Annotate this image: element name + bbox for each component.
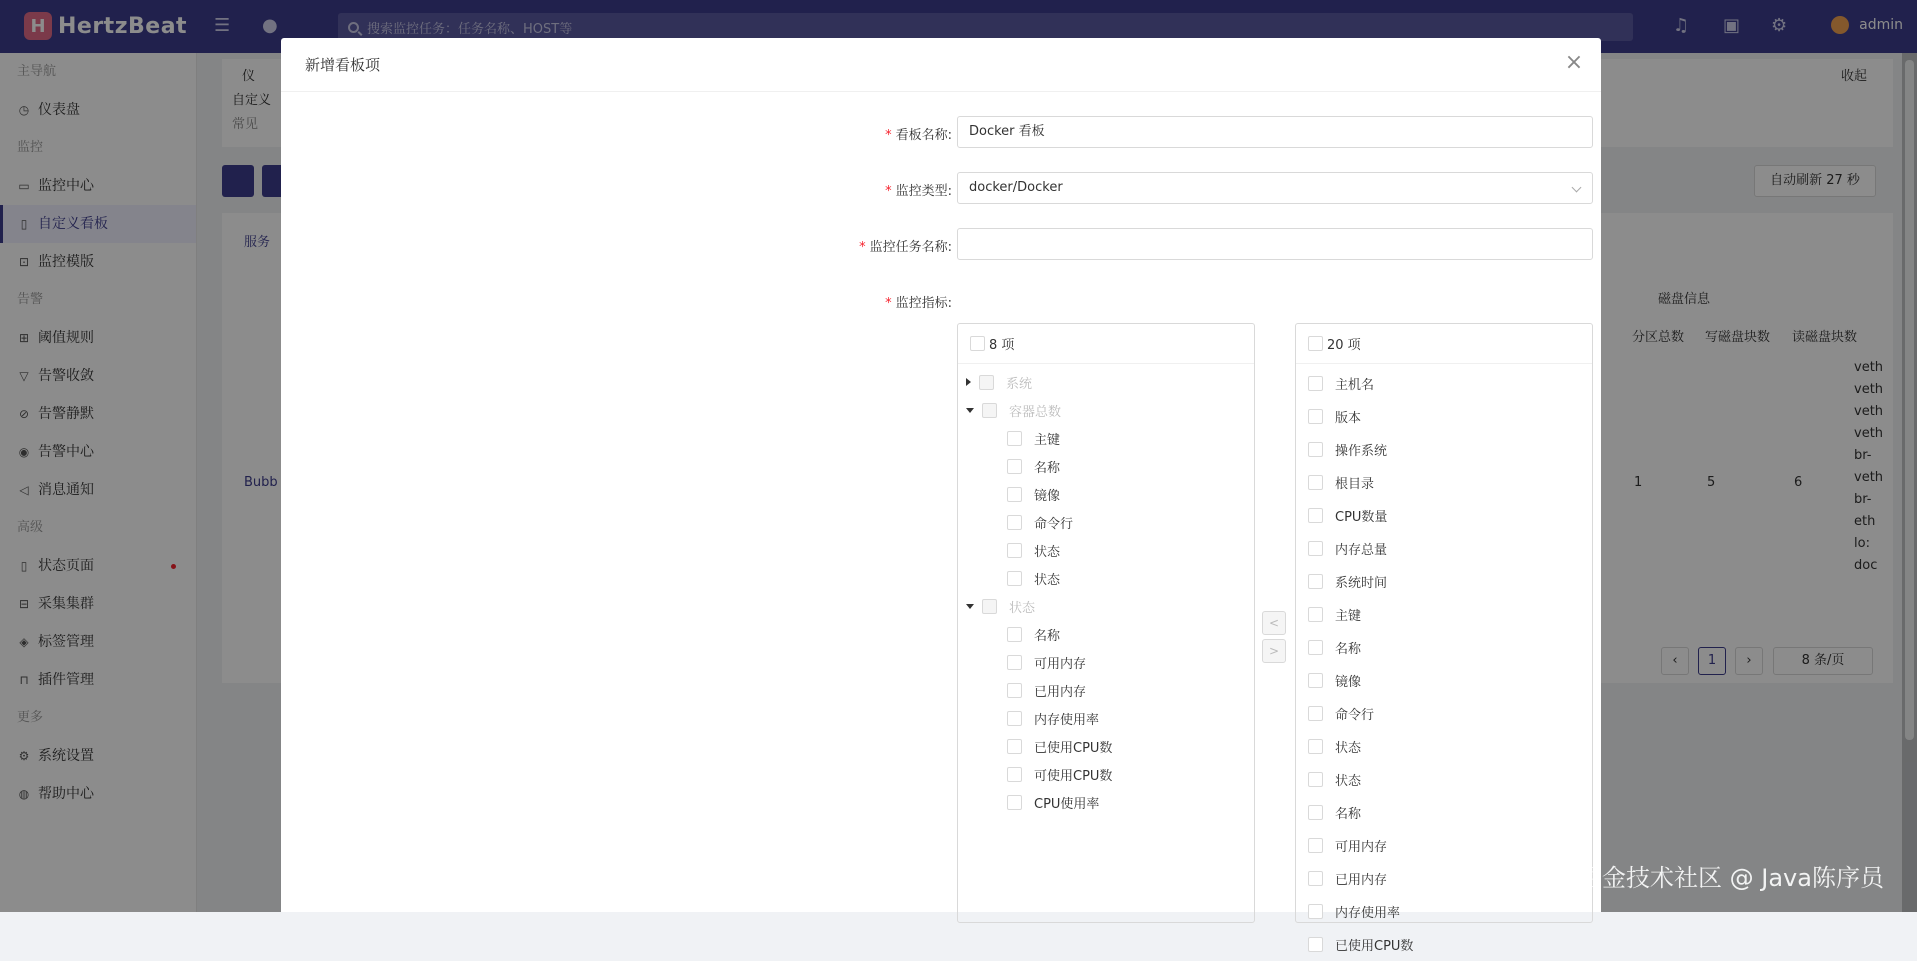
sidebar-item-label: 告警中心: [38, 444, 94, 460]
page-1-button[interactable]: 1: [1698, 647, 1726, 675]
metric-list-item[interactable]: [1296, 730, 1592, 763]
metric-list-item[interactable]: [1296, 598, 1592, 631]
disk-info-header: 磁盘信息: [1658, 292, 1711, 307]
collapse-button[interactable]: 收起: [1840, 69, 1867, 84]
metric-checkbox[interactable]: [1308, 376, 1323, 391]
transfer-right-list: [1295, 323, 1593, 954]
tree-leaf-row[interactable]: [958, 676, 1254, 704]
transfer-left-list: [957, 323, 1255, 923]
metric-list-item[interactable]: [1296, 367, 1592, 400]
dashboard-icon: ◷: [18, 103, 30, 117]
task-name-label: * 监控任务名称:: [859, 240, 952, 255]
metric-list-item[interactable]: [1296, 697, 1592, 730]
status-page-icon: ▯: [20, 559, 28, 573]
tag-icon: ◈: [19, 635, 29, 649]
interface-item: lo:: [1854, 536, 1870, 551]
tree-leaf-row[interactable]: [958, 452, 1254, 480]
metric-list-item[interactable]: [1296, 895, 1592, 928]
metric-checkbox[interactable]: [1007, 655, 1022, 670]
metric-list-item[interactable]: [1296, 829, 1592, 862]
sidebar-item-label: 插件管理: [38, 672, 94, 688]
metric-list-item[interactable]: [1296, 532, 1592, 565]
metric-checkbox[interactable]: [1308, 442, 1323, 457]
chevron-down-icon: [1572, 183, 1582, 193]
board-name-label: * 看板名称:: [885, 128, 952, 143]
nav-group-label: 监控: [17, 140, 44, 155]
metric-checkbox[interactable]: [1007, 571, 1022, 586]
interface-item: doc: [1854, 558, 1878, 573]
metric-checkbox[interactable]: [1007, 683, 1022, 698]
table-cell: 1: [1634, 475, 1643, 490]
github-icon[interactable]: ●: [262, 15, 278, 36]
template-icon: ⊡: [18, 255, 30, 269]
sidebar-item-label: 帮助中心: [38, 786, 94, 802]
metric-checkbox[interactable]: [982, 599, 997, 614]
metric-label: 镜像: [1335, 675, 1362, 690]
metric-label: CPU数量: [1335, 510, 1388, 525]
tree-leaf-row[interactable]: [958, 424, 1254, 452]
metric-checkbox[interactable]: [1007, 767, 1022, 782]
metric-checkbox[interactable]: [1308, 706, 1323, 721]
nav-group-label: 告警: [17, 292, 44, 307]
board-icon: ▯: [20, 217, 28, 231]
settings-icon: ⚙: [18, 749, 30, 763]
table-header-cell: 写磁盘块数: [1705, 330, 1771, 345]
metric-label: 系统: [1006, 376, 1033, 392]
metric-checkbox[interactable]: [1007, 459, 1022, 474]
modal-title: 新增看板项: [305, 56, 381, 74]
sidebar-item-label: 仪表盘: [38, 102, 80, 118]
metric-label: 已用内存: [1034, 684, 1087, 700]
metric-checkbox[interactable]: [1007, 431, 1022, 446]
metric-checkbox[interactable]: [1308, 772, 1323, 787]
plugin-icon: ⊓: [19, 673, 29, 687]
table-row-name[interactable]: Bubb: [244, 475, 278, 490]
tree-leaf-row[interactable]: [958, 788, 1254, 816]
sidebar-item-label: 监控模版: [38, 254, 94, 270]
metric-checkbox[interactable]: [979, 375, 994, 390]
tree-group-row[interactable]: [958, 592, 1254, 620]
monitor-type-value: docker/Docker: [969, 180, 1063, 195]
tab-dashboard[interactable]: 仪: [242, 69, 256, 84]
metric-label: 状态: [1034, 572, 1061, 588]
metric-list-item[interactable]: [1296, 928, 1592, 961]
sidebar-item-label: 采集集群: [38, 596, 94, 612]
metric-list-item[interactable]: [1296, 565, 1592, 598]
table-cell: 5: [1707, 475, 1716, 490]
metric-checkbox[interactable]: [1308, 607, 1323, 622]
metric-label: 操作系统: [1335, 444, 1388, 459]
metric-checkbox[interactable]: [1308, 739, 1323, 754]
table-header-cell: 分区总数: [1632, 330, 1685, 345]
tree-leaf-row[interactable]: [958, 732, 1254, 760]
monitor-icon: ▭: [18, 179, 30, 193]
metric-checkbox[interactable]: [1007, 711, 1022, 726]
interface-item: eth: [1854, 514, 1876, 529]
interface-item: veth: [1854, 382, 1884, 397]
metric-label: 根目录: [1335, 477, 1375, 492]
filter-icon: ▽: [19, 369, 29, 383]
metric-checkbox[interactable]: [982, 403, 997, 418]
tree-leaf-row[interactable]: [958, 564, 1254, 592]
metric-checkbox[interactable]: [1308, 871, 1323, 886]
tree-leaf-row[interactable]: [958, 620, 1254, 648]
table-header-cell: 读磁盘块数: [1792, 330, 1858, 345]
metric-label: 内存使用率: [1335, 906, 1401, 921]
monitor-type-label: * 监控类型:: [885, 184, 952, 199]
scrollbar-thumb[interactable]: [1905, 60, 1914, 740]
metric-label: 命令行: [1335, 708, 1375, 723]
caret-right-icon[interactable]: [966, 378, 971, 386]
sidebar-item-label: 消息通知: [38, 482, 94, 498]
metric-label: 名称: [1034, 628, 1061, 644]
metric-label: 可用内存: [1335, 840, 1388, 855]
lock-icon[interactable]: ▣: [1723, 15, 1741, 36]
app-name: HertzBeat: [58, 13, 188, 39]
metric-checkbox[interactable]: [1308, 838, 1323, 853]
alarm-icon: ◉: [18, 445, 30, 459]
metric-label: 命令行: [1034, 516, 1074, 532]
sidebar-item-label: 自定义看板: [38, 216, 108, 232]
prev-page-button[interactable]: ‹: [1661, 647, 1689, 675]
help-icon: ◍: [18, 787, 30, 801]
menu-toggle-icon[interactable]: ☰: [214, 15, 231, 36]
metric-checkbox[interactable]: [1007, 627, 1022, 642]
tree-group-row[interactable]: [958, 368, 1254, 396]
interface-item: veth: [1854, 360, 1884, 375]
metric-checkbox[interactable]: [1308, 574, 1323, 589]
metric-checkbox[interactable]: [1007, 515, 1022, 530]
right-list-header: [1296, 324, 1592, 364]
metric-label: 名称: [1335, 642, 1362, 657]
task-name-select[interactable]: [957, 228, 1593, 260]
interface-item: veth: [1854, 426, 1884, 441]
metric-label: 状态: [1009, 600, 1036, 616]
add-board-item-modal: [281, 38, 1601, 954]
logo-mark: H: [24, 12, 52, 40]
rule-icon: ⊞: [18, 331, 30, 345]
close-icon[interactable]: ×: [1564, 50, 1584, 75]
tree-leaf-row[interactable]: [958, 704, 1254, 732]
metric-checkbox[interactable]: [1007, 543, 1022, 558]
left-list-header: [958, 324, 1254, 364]
page-title: 自定义: [232, 93, 272, 108]
right-select-all-checkbox[interactable]: [1308, 336, 1323, 351]
watermark: 掘金技术社区 @ Java陈序员: [1578, 864, 1884, 892]
caret-down-icon[interactable]: [966, 408, 974, 413]
next-page-button[interactable]: ›: [1735, 647, 1763, 675]
page-size-select[interactable]: 8 条/页: [1773, 647, 1873, 675]
gear-icon[interactable]: ⚙: [1771, 15, 1788, 36]
metric-checkbox[interactable]: [1308, 409, 1323, 424]
tree-leaf-row[interactable]: [958, 508, 1254, 536]
metric-label: 系统时间: [1335, 576, 1388, 591]
sidebar-item-label: 系统设置: [38, 748, 94, 764]
tree-leaf-row[interactable]: [958, 480, 1254, 508]
metric-label: 容器总数: [1009, 404, 1062, 420]
username: admin: [1859, 17, 1903, 33]
metric-checkbox[interactable]: [1007, 487, 1022, 502]
metric-label: 版本: [1335, 411, 1362, 426]
metric-checkbox[interactable]: [1308, 937, 1323, 952]
metric-label: 状态: [1335, 774, 1362, 789]
caret-down-icon[interactable]: [966, 604, 974, 609]
metric-label: 状态: [1335, 741, 1362, 756]
metric-list-item[interactable]: [1296, 862, 1592, 895]
metric-checkbox[interactable]: [1007, 795, 1022, 810]
metric-list-item[interactable]: [1296, 796, 1592, 829]
metric-list-item[interactable]: [1296, 664, 1592, 697]
metric-label: 名称: [1034, 460, 1061, 476]
metric-list-item[interactable]: [1296, 400, 1592, 433]
right-list: [1296, 364, 1592, 961]
right-list-count: 20 项: [1327, 338, 1361, 353]
left-tree: [958, 364, 1254, 816]
sidebar-item-label: 状态页面: [38, 558, 94, 574]
sidebar-item-label: 阈值规则: [38, 330, 94, 346]
nav-group-label: 主导航: [17, 64, 57, 79]
search-placeholder: 搜索监控任务：任务名称、HOST等: [367, 21, 573, 37]
metric-list-item[interactable]: [1296, 433, 1592, 466]
metric-checkbox[interactable]: [1308, 904, 1323, 919]
left-list-count: 8 项: [989, 338, 1015, 353]
tree-leaf-row[interactable]: [958, 536, 1254, 564]
sidebar-item-label: 监控中心: [38, 178, 94, 194]
metric-checkbox[interactable]: [1308, 673, 1323, 688]
metric-checkbox[interactable]: [1308, 508, 1323, 523]
tree-leaf-row[interactable]: [958, 760, 1254, 788]
move-right-button[interactable]: >: [1262, 639, 1286, 663]
sidebar-item-label: 告警收敛: [38, 368, 94, 384]
nav-group-label: 高级: [17, 520, 44, 535]
metric-checkbox[interactable]: [1007, 739, 1022, 754]
metric-label: CPU使用率: [1034, 796, 1100, 812]
metric-checkbox[interactable]: [1308, 541, 1323, 556]
metric-label: 名称: [1335, 807, 1362, 822]
notify-icon: ◁: [19, 483, 29, 497]
bell-icon[interactable]: ♫: [1673, 15, 1690, 36]
sidebar-item-label: 标签管理: [38, 634, 94, 650]
metric-checkbox[interactable]: [1308, 640, 1323, 655]
interface-item: br-: [1854, 448, 1872, 463]
metric-label: 可用内存: [1034, 656, 1087, 672]
nav-group-label: 更多: [17, 710, 44, 725]
metrics-label: * 监控指标:: [885, 296, 952, 311]
metric-list-item[interactable]: [1296, 631, 1592, 664]
metric-label: 主键: [1335, 609, 1362, 624]
metric-label: 已用内存: [1335, 873, 1388, 888]
metric-label: 可使用CPU数: [1034, 768, 1113, 784]
metric-label: 已使用CPU数: [1034, 740, 1113, 756]
interface-item: veth: [1854, 470, 1884, 485]
interface-item: br-: [1854, 492, 1872, 507]
metric-label: 内存总量: [1335, 543, 1388, 558]
tree-leaf-row[interactable]: [958, 648, 1254, 676]
board-tab[interactable]: 服务: [244, 235, 271, 250]
modal-header: [281, 38, 1601, 92]
metric-label: 镜像: [1034, 488, 1061, 504]
interface-item: veth: [1854, 404, 1884, 419]
monitor-type-select[interactable]: [957, 172, 1593, 204]
metric-list-item[interactable]: [1296, 466, 1592, 499]
metric-list-item[interactable]: [1296, 763, 1592, 796]
tree-group-row[interactable]: [958, 396, 1254, 424]
sidebar-item-label: 告警静默: [38, 406, 94, 422]
metric-label: 内存使用率: [1034, 712, 1100, 728]
mute-icon: ⊘: [18, 407, 30, 421]
metric-label: 状态: [1034, 544, 1061, 560]
metric-checkbox[interactable]: [1308, 805, 1323, 820]
auto-refresh-button[interactable]: 自动刷新 27 秒: [1754, 165, 1876, 197]
move-left-button[interactable]: <: [1262, 611, 1286, 635]
metric-checkbox[interactable]: [1308, 475, 1323, 490]
board-name-input[interactable]: Docker 看板: [957, 116, 1593, 148]
page-hint: 常见: [232, 117, 259, 132]
cluster-icon: ⊟: [18, 597, 30, 611]
metric-label: 已使用CPU数: [1335, 939, 1414, 954]
metric-list-item[interactable]: [1296, 499, 1592, 532]
table-cell: 6: [1794, 475, 1803, 490]
metric-label: 主键: [1034, 432, 1061, 448]
left-select-all-checkbox[interactable]: [970, 336, 985, 351]
metric-label: 主机名: [1335, 378, 1375, 393]
